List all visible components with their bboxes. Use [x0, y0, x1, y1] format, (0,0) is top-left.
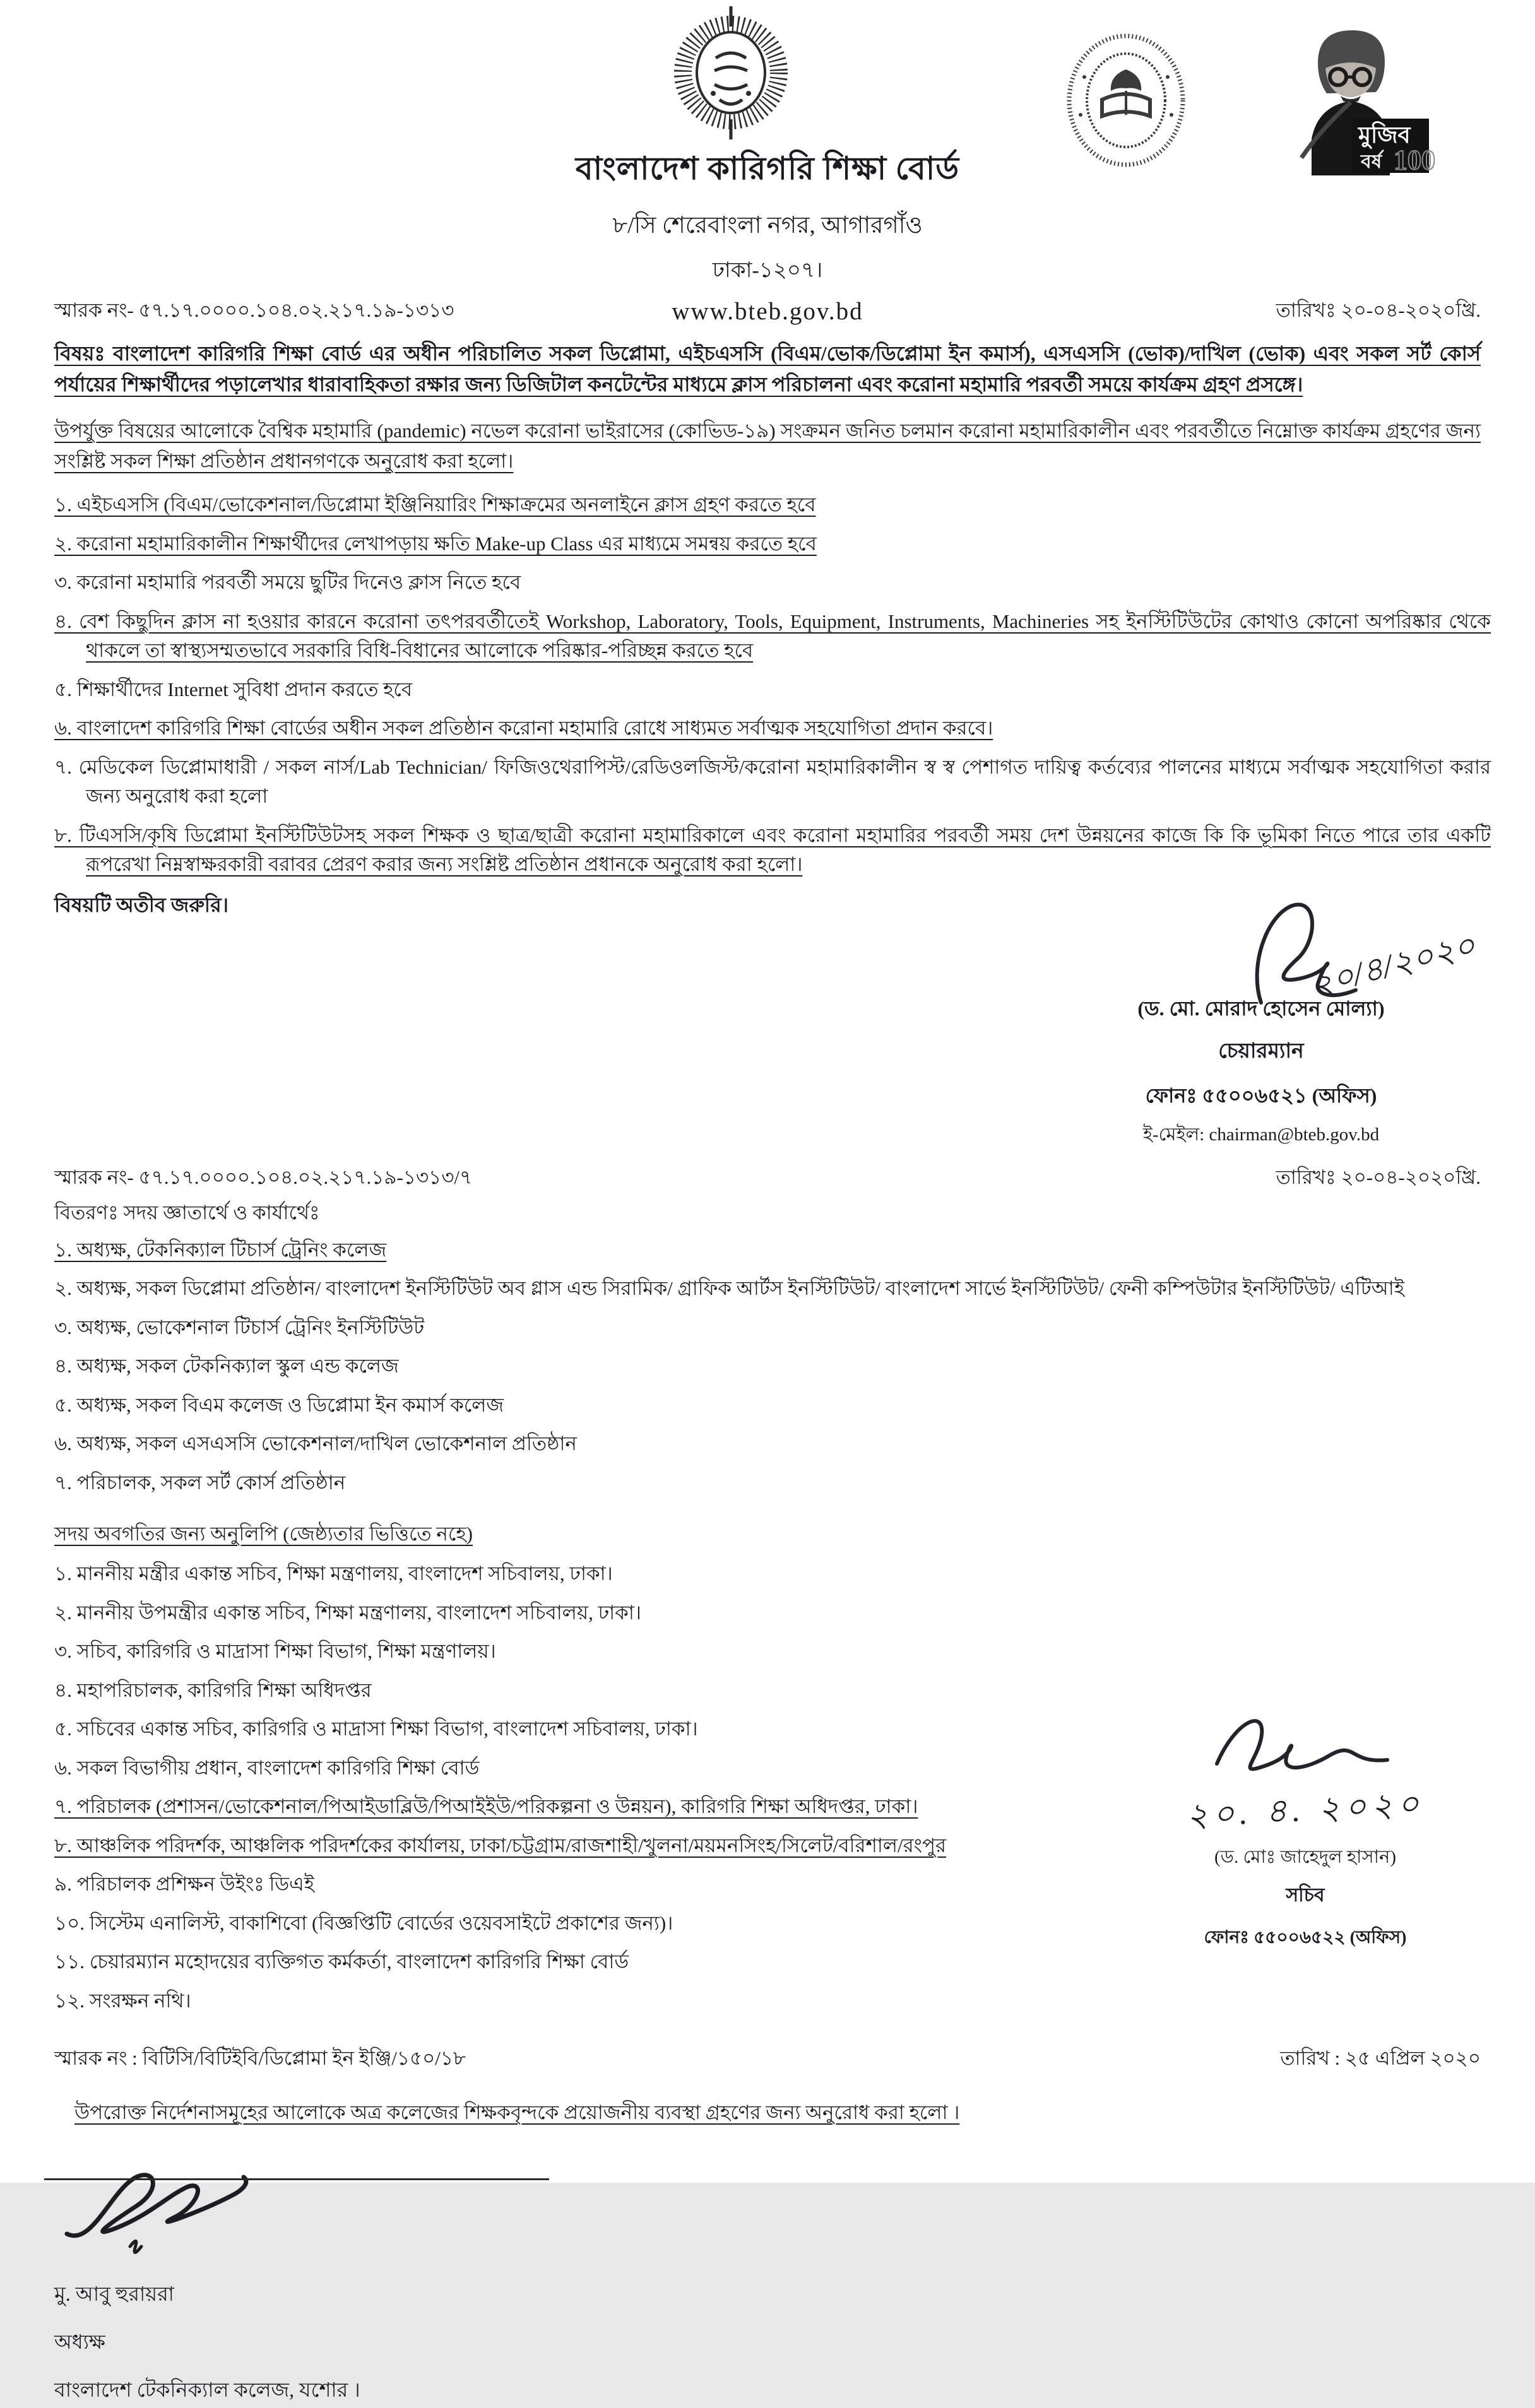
org-address-line2: ঢাকা-১২০৭। [712, 259, 823, 282]
principal-institution: বাংলাদেশ টেকনিক্যাল কলেজ, যশোর । [54, 2378, 360, 2402]
directive-item-3: ৩. করোনা মহামারি পরবর্তী সময়ে ছুটির দিনেও ক্লাস নিতে হবে [54, 571, 521, 594]
principal-signature-block [54, 2152, 1535, 2408]
copy-item-2: ২. মাননীয় উপমন্ত্রীর একান্ত সচিব, শিক্ষা মন্ত্রণালয়, বাংলাদেশ সচিবালয়, ঢাকা। [54, 1601, 641, 1624]
distribution-heading: বিতরণঃ সদয় জ্ঞাতার্থে ও কার্যার্থেঃ [54, 1201, 320, 1224]
distribution-item-7: ৭. পরিচালক, সকল সর্ট কোর্স প্রতিষ্ঠান [54, 1471, 346, 1494]
memo1-date: তারিখঃ ২০-০৪-২০২০খ্রি. [1276, 299, 1481, 321]
directives-list [54, 490, 1491, 880]
chairman-email: ই-মেইল: chairman@bteb.gov.bd [1142, 1124, 1380, 1145]
mujib-logo-text-1: মুজিব [1358, 122, 1411, 148]
mujib-borsho-100-logo [1257, 19, 1447, 187]
chairman-phone: ফোনঃ ৫৫০০৬৫২১ (অফিস) [1145, 1083, 1377, 1107]
secretary-handwritten-date: ২০. ৪. ২০২০ [1185, 1786, 1425, 1835]
scan-artifact-line [44, 2178, 549, 2180]
urgency-note: বিষয়টি অতীব জরুরি। [54, 893, 229, 916]
secretary-signature-icon [1198, 1694, 1413, 1789]
directive-item-5: ৫. শিক্ষার্থীদের Internet সুবিধা প্রদান করতে হবে [54, 678, 413, 700]
principal-title: অধ্যক্ষ [54, 2330, 105, 2354]
bteb-sunburst-seal-icon [674, 5, 788, 144]
directive-item-4: ৪. বেশ কিছুদিন ক্লাস না হওয়ার কারনে করোনা তৎপরবর্তীতেই Workshop, Laboratory, Tools, Equipment, Instruments, Machineries সহ ইনস্টিটিউটের কোথাও কোনো অপরিষ্কার থেকে থাকলে তা স্বাস্থ্যসম্মতভাবে সরকারি বিধি-বিধানের আলোকে পরিষ্কার-পরিচ্ছন্ন করতে হবে [54, 610, 1491, 662]
distribution-item-1: ১. অধ্যক্ষ, টেকনিক্যাল টিচার্স ট্রেনিং কলেজ [54, 1238, 387, 1261]
copies-section [0, 1559, 1535, 2016]
memo3-number: স্মারক নং : বিটিসি/বিটিইবি/ডিপ্লোমা ইন ইঞ্জি/১৫০/১৮ [54, 2047, 466, 2070]
directive-item-7: ৭. মেডিকেল ডিপ্লোমাধারী / সকল নার্স/Lab Technician/ ফিজিওথেরাপিস্ট/রেডিওলজিস্ট/করোনা মহামারিকালীন স্ব স্ব পেশাগত দায়িত্ব কর্তব্যের পালনের মাধ্যমে সর্বাত্মক সহযোগিতা করার জন্য অনুরোধ করা হলো [54, 755, 1491, 808]
book-tree-emblem-icon [1065, 33, 1187, 172]
chairman-title: চেয়ারম্যান [1218, 1039, 1304, 1063]
distribution-item-4: ৪. অধ্যক্ষ, সকল টেকনিক্যাল স্কুল এন্ড কলেজ [54, 1355, 399, 1378]
copy-item-1: ১. মাননীয় মন্ত্রীর একান্ত সচিব, শিক্ষা মন্ত্রণালয়, বাংলাদেশ সচিবালয়, ঢাকা। [54, 1562, 613, 1585]
principal-signature-icon [54, 2152, 282, 2259]
copy-item-4: ৪. মহাপরিচালক, কারিগরি শিক্ষা অধিদপ্তর [54, 1679, 372, 1701]
directive-item-1: ১. এইচএসসি (বিএম/ভোকেশনাল/ডিপ্লোমা ইঞ্জিনিয়ারিং শিক্ষাক্রমের অনলাইনে ক্লাস গ্রহণ করতে হবে [54, 493, 816, 516]
intro-paragraph: উপর্যুক্ত বিষয়ের আলোকে বৈশ্বিক মহামারি (pandemic) নভেল করোনা ভাইরাসের (কোভিড-১৯) সংক্রমন জনিত চলমান করোনা মহামারিকালীন এবং পরবর্তীতে নিম্নোক্ত কার্যক্রম গ্রহণের জন্য সংশ্লিষ্ট সকল শিক্ষা প্রতিষ্ঠান প্রধানগণকে অনুরোধ করা হলো। [54, 420, 1481, 473]
closing-paragraph: উপরোক্ত নির্দেশনাসমূহের আলোকে অত্র কলেজের শিক্ষকবৃন্দকে প্রয়োজনীয় ব্যবস্থা গ্রহণের জন্য অনুরোধ করা হলো । [74, 2101, 960, 2124]
copy-item-9: ৯. পরিচালক প্রশিক্ষন উইংঃ ডিএই [54, 1873, 314, 1896]
org-address-line1: ৮/সি শেরেবাংলা নগর, আগারগাঁও [612, 213, 923, 239]
directive-item-6: ৬. বাংলাদেশ কারিগরি শিক্ষা বোর্ডের অধীন সকল প্রতিষ্ঠান করোনা মহামারি রোধে সাধ্যমত সর্বাত্মক সহযোগিতা প্রদান করবে। [54, 717, 993, 740]
copy-item-12: ১২. সংরক্ষন নথি। [54, 1989, 191, 2012]
copy-item-10: ১০. সিস্টেম এনালিস্ট, বাকাশিবো (বিজ্ঞপ্তিটি বোর্ডের ওয়েবসাইটে প্রকাশের জন্য)। [54, 1911, 673, 1934]
mujib-logo-number: 100 [1394, 145, 1435, 175]
distribution-item-3: ৩. অধ্যক্ষ, ভোকেশনাল টিচার্স ট্রেনিং ইনস্টিটিউট [54, 1316, 425, 1338]
chairman-handwritten-date: ২০/৪/২০২০ [1307, 928, 1479, 1003]
distribution-item-6: ৬. অধ্যক্ষ, সকল এসএসসি ভোকেশনাল/দাখিল ভোকেশনাল প্রতিষ্ঠান [54, 1432, 577, 1455]
memo2-date: তারিখঃ ২০-০৪-২০২০খ্রি. [1276, 1166, 1481, 1188]
memo2-row [0, 1162, 1535, 1195]
directive-item-8: ৮. টিএসসি/কৃষি ডিপ্লোমা ইনস্টিটিউটসহ সকল শিক্ষক ও ছাত্র/ছাত্রী করোনা মহামারিকালে এবং করোনা মহামারির পরবর্তী সময় দেশ উন্নয়নের কাজে কি কি ভূমিকা নিতে পারে তার একটি রূপরেখা নিম্নস্বাক্ষরকারী বরাবর প্রেরণ করার জন্য সংশ্লিষ্ট প্রতিষ্ঠান প্রধানকে অনুরোধ করা হলো। [54, 823, 1491, 876]
directive-item-2: ২. করোনা মহামারিকালীন শিক্ষার্থীদের লেখাপড়ায় ক্ষতি Make-up Class এর মাধ্যমে সমন্বয় করতে হবে [54, 532, 817, 555]
org-website: www.bteb.gov.bd [672, 298, 863, 325]
subject-line: বিষয়ঃ বাংলাদেশ কারিগরি শিক্ষা বোর্ড এর অধীন পরিচালিত সকল ডিপ্লোমা, এইচএসসি (বিএম/ভোক/ডিপ্লোমা ইন কমার্স), এসএসসি (ভোক)/দাখিল (ভোক) এবং সকল সর্ট কোর্স পর্যায়ের শিক্ষার্থীদের পড়ালেখার ধারাবাহিকতা রক্ষার জন্য ডিজিটাল কনটেন্টের মাধ্যমে ক্লাস পরিচালনা এবং করোনা মহামারি পরবর্তী সময়ে কার্যক্রম গ্রহণ প্রসঙ্গে। [54, 342, 1481, 396]
chairman-signature-block [1015, 889, 1507, 1151]
copy-item-11: ১১. চেয়ারম্যান মহোদয়ের ব্যক্তিগত কর্মকর্তা, বাংলাদেশ কারিগরি শিক্ষা বোর্ড [54, 1951, 629, 1973]
mujib-logo-text-2: বর্ষ [1361, 151, 1382, 172]
memo3-row [0, 2043, 1535, 2076]
secretary-signature-block [1116, 1694, 1495, 1953]
chairman-name: (ড. মো. মোরাদ হোসেন মোল্যা) [1137, 996, 1385, 1020]
distribution-item-5: ৫. অধ্যক্ষ, সকল বিএম কলেজ ও ডিপ্লোমা ইন কমার্স কলেজ [54, 1393, 504, 1416]
copy-item-8: ৮. আঞ্চলিক পরিদর্শক, আঞ্চলিক পরিদর্শকের কার্যালয়, ঢাকা/চট্টগ্রাম/রাজশাহী/খুলনা/ময়মনসিংহ/সিলেট/বরিশাল/রংপুর [54, 1834, 947, 1856]
org-name: বাংলাদেশ কারিগরি শিক্ষা বোর্ড [575, 151, 960, 186]
copy-item-3: ৩. সচিব, কারিগরি ও মাদ্রাসা শিক্ষা বিভাগ, শিক্ষা মন্ত্রণালয়। [54, 1640, 496, 1663]
distribution-list [54, 1236, 1491, 1498]
copy-item-6: ৬. সকল বিভাগীয় প্রধান, বাংলাদেশ কারিগরি শিক্ষা বোর্ড [54, 1756, 480, 1779]
principal-name: মু. আবু হুরায়রা [54, 2282, 174, 2306]
secretary-title: সচিব [1286, 1885, 1325, 1906]
memo3-date: তারিখ : ২৫ এপ্রিল ২০২০ [1280, 2047, 1481, 2070]
secretary-phone: ফোনঃ ৫৫০০৬৫২২ (অফিস) [1204, 1928, 1407, 1948]
distribution-item-2: ২. অধ্যক্ষ, সকল ডিপ্লোমা প্রতিষ্ঠান/ বাংলাদেশ ইনস্টিটিউট অব গ্লাস এন্ড সিরামিক/ গ্রাফিক আর্টস ইনস্টিটিউট/ বাংলাদেশ সার্ভে ইনস্টিটিউট/ ফেনী কম্পিউটার ইনস্টিটিউট/ এটিআই [54, 1277, 1404, 1300]
copy-item-7: ৭. পরিচালক (প্রশাসন/ভোকেশনাল/পিআইডাব্লিউ/পিআইইউ/পরিকল্পনা ও উন্নয়ন), কারিগরি শিক্ষা অধিদপ্তর, ঢাকা। [54, 1795, 918, 1818]
memo2-number: স্মারক নং- ৫৭.১৭.০০০০.১০৪.০২.২১৭.১৯-১৩১৩/৭ [54, 1166, 473, 1188]
memo1-number: স্মারক নং- ৫৭.১৭.০০০০.১০৪.০২.২১৭.১৯-১৩১৩ [54, 299, 454, 321]
copies-heading: সদয় অবগতির জন্য অনুলিপি (জেষ্ঠ্যতার ভিত্তিতে নহে) [54, 1523, 473, 1545]
secretary-name: (ড. মোঃ জাহেদুল হাসান) [1214, 1847, 1396, 1868]
copy-item-5: ৫. সচিবের একান্ত সচিব, কারিগরি ও মাদ্রাসা শিক্ষা বিভাগ, বাংলাদেশ সচিবালয়, ঢাকা। [54, 1718, 698, 1740]
